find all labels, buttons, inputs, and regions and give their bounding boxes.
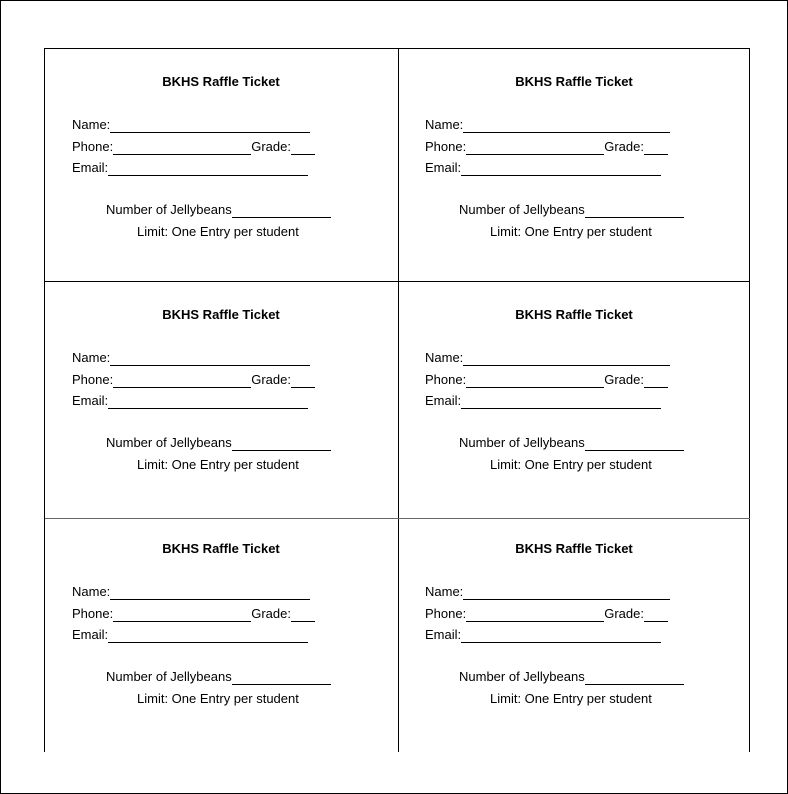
- jellybean-label: Number of Jellybeans: [106, 202, 232, 217]
- grade-label: Grade:: [604, 139, 644, 154]
- ticket-title: BKHS Raffle Ticket: [515, 74, 633, 89]
- jellybean-blank[interactable]: [585, 670, 684, 685]
- limit-text: Limit: One Entry per student: [490, 691, 652, 706]
- jellybean-blank[interactable]: [585, 436, 684, 451]
- email-row: [72, 393, 308, 409]
- name-row: [72, 117, 310, 133]
- name-row: [425, 117, 670, 133]
- limit-text: Limit: One Entry per student: [137, 457, 299, 472]
- grade-blank[interactable]: [644, 373, 668, 388]
- email-blank[interactable]: [461, 628, 661, 643]
- grade-label: Grade:: [604, 372, 644, 387]
- grade-label: Grade:: [604, 606, 644, 621]
- name-label: Name:: [425, 117, 464, 132]
- limit-text: Limit: One Entry per student: [137, 224, 299, 239]
- jellybean-blank[interactable]: [232, 203, 331, 218]
- name-label: Name:: [72, 350, 111, 365]
- phone-label: Phone:: [425, 372, 467, 387]
- limit-text: Limit: One Entry per student: [137, 691, 299, 706]
- phone-blank[interactable]: [466, 140, 604, 155]
- email-blank[interactable]: [461, 161, 661, 176]
- grade-blank[interactable]: [291, 140, 315, 155]
- ticket-sheet: [44, 48, 750, 752]
- grade-blank[interactable]: [644, 140, 668, 155]
- raffle-ticket: [398, 516, 750, 748]
- phone-row: [425, 606, 668, 622]
- name-label: Name:: [72, 584, 111, 599]
- phone-blank[interactable]: [113, 373, 251, 388]
- jellybean-blank[interactable]: [232, 436, 331, 451]
- jellybean-label: Number of Jellybeans: [106, 435, 232, 450]
- jellybean-blank[interactable]: [232, 670, 331, 685]
- phone-label: Phone:: [72, 372, 114, 387]
- email-row: [425, 627, 661, 643]
- email-label: Email:: [425, 393, 462, 408]
- jellybean-row: [106, 669, 331, 685]
- phone-label: Phone:: [425, 139, 467, 154]
- phone-blank[interactable]: [466, 607, 604, 622]
- ticket-title: BKHS Raffle Ticket: [515, 541, 633, 556]
- email-blank[interactable]: [108, 394, 308, 409]
- email-blank[interactable]: [461, 394, 661, 409]
- grade-blank[interactable]: [291, 373, 315, 388]
- raffle-ticket: [398, 49, 750, 281]
- name-label: Name:: [425, 584, 464, 599]
- phone-row: [425, 139, 668, 155]
- name-blank[interactable]: [110, 118, 310, 133]
- email-row: [72, 160, 308, 176]
- ticket-title: BKHS Raffle Ticket: [162, 307, 280, 322]
- phone-row: [72, 606, 315, 622]
- limit-text: Limit: One Entry per student: [490, 224, 652, 239]
- jellybean-row: [459, 435, 684, 451]
- email-row: [425, 393, 661, 409]
- email-blank[interactable]: [108, 628, 308, 643]
- name-row: [72, 350, 310, 366]
- ticket-title: BKHS Raffle Ticket: [162, 541, 280, 556]
- jellybean-label: Number of Jellybeans: [459, 669, 585, 684]
- grade-blank[interactable]: [291, 607, 315, 622]
- name-label: Name:: [72, 117, 111, 132]
- phone-label: Phone:: [425, 606, 467, 621]
- ticket-title: BKHS Raffle Ticket: [515, 307, 633, 322]
- phone-row: [72, 372, 315, 388]
- limit-text: Limit: One Entry per student: [490, 457, 652, 472]
- email-row: [72, 627, 308, 643]
- jellybean-label: Number of Jellybeans: [459, 202, 585, 217]
- raffle-ticket: [45, 516, 397, 748]
- grade-label: Grade:: [251, 606, 291, 621]
- email-blank[interactable]: [108, 161, 308, 176]
- phone-blank[interactable]: [113, 140, 251, 155]
- name-blank[interactable]: [463, 351, 670, 366]
- jellybean-label: Number of Jellybeans: [459, 435, 585, 450]
- email-label: Email:: [72, 160, 109, 175]
- jellybean-row: [106, 202, 331, 218]
- email-label: Email:: [425, 627, 462, 642]
- phone-label: Phone:: [72, 139, 114, 154]
- email-row: [425, 160, 661, 176]
- name-row: [425, 350, 670, 366]
- email-label: Email:: [72, 393, 109, 408]
- raffle-ticket: [45, 49, 397, 281]
- phone-blank[interactable]: [466, 373, 604, 388]
- email-label: Email:: [425, 160, 462, 175]
- name-blank[interactable]: [463, 118, 670, 133]
- raffle-ticket: [398, 282, 750, 514]
- ticket-title: BKHS Raffle Ticket: [162, 74, 280, 89]
- jellybean-row: [459, 669, 684, 685]
- phone-label: Phone:: [72, 606, 114, 621]
- phone-row: [72, 139, 315, 155]
- grade-label: Grade:: [251, 372, 291, 387]
- jellybean-row: [106, 435, 331, 451]
- phone-blank[interactable]: [113, 607, 251, 622]
- jellybean-blank[interactable]: [585, 203, 684, 218]
- name-row: [72, 584, 310, 600]
- jellybean-row: [459, 202, 684, 218]
- name-blank[interactable]: [463, 585, 670, 600]
- name-label: Name:: [425, 350, 464, 365]
- jellybean-label: Number of Jellybeans: [106, 669, 232, 684]
- name-blank[interactable]: [110, 351, 310, 366]
- phone-row: [425, 372, 668, 388]
- name-row: [425, 584, 670, 600]
- grade-blank[interactable]: [644, 607, 668, 622]
- email-label: Email:: [72, 627, 109, 642]
- name-blank[interactable]: [110, 585, 310, 600]
- grade-label: Grade:: [251, 139, 291, 154]
- raffle-ticket: [45, 282, 397, 514]
